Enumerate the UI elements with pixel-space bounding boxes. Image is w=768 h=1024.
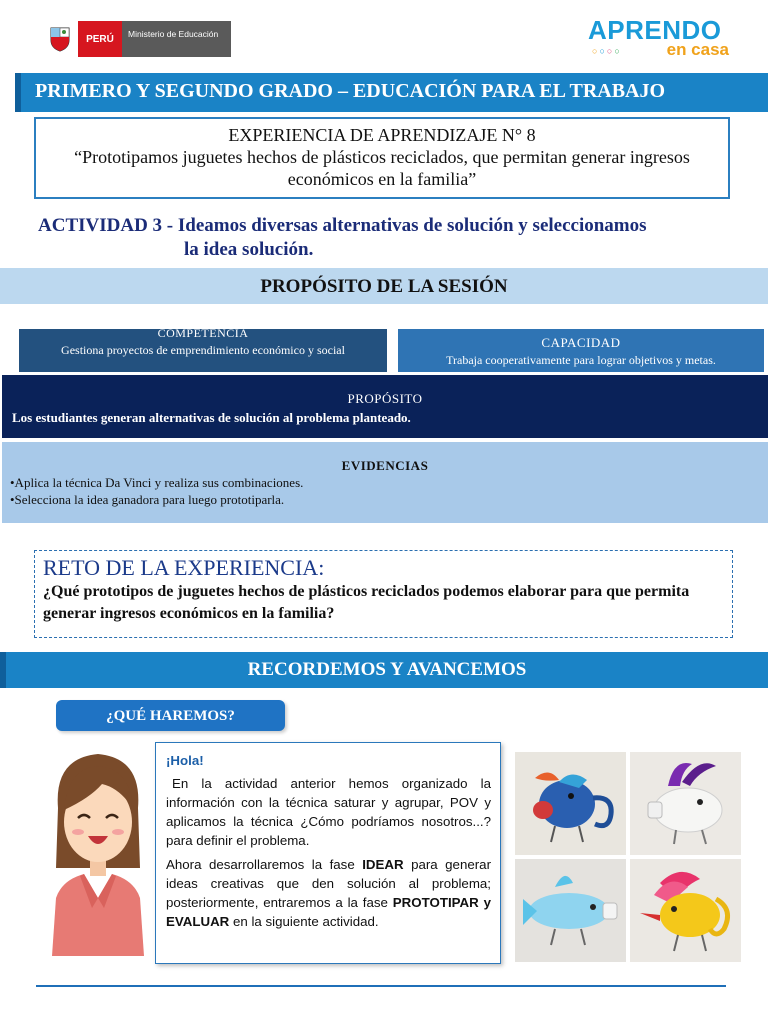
capacidad-body: Trabaja cooperativamente para lograr objetivos y metas. (446, 353, 716, 367)
activity-title (38, 214, 758, 262)
toy-photo-pig-bottle (515, 752, 626, 855)
recordemos-banner: RECORDEMOS Y AVANCEMOS (0, 652, 768, 688)
activity-text-line1: Ideamos diversas alternativas de solución y seleccionamos (177, 215, 647, 236)
capacidad-box (398, 329, 764, 372)
evidencias-heading: EVIDENCIAS (341, 458, 429, 473)
grade-title: PRIMERO Y SEGUNDO GRADO – EDUCACIÓN PARA EL TRABAJO (35, 80, 666, 102)
logo-text-en-casa: en casa (666, 40, 729, 59)
experience-subtitle: “Prototipamos juguetes hechos de plásticos reciclados, que permitan generar ingresos económicos en la familia” (74, 147, 690, 189)
evidencias-item: •Aplica la técnica Da Vinci y realiza sus combinaciones. (10, 475, 304, 490)
evidencias-item: •Selecciona la idea ganadora para luego prototiparla. (10, 492, 285, 507)
aprendo-en-casa-logo (588, 16, 733, 60)
speech-paragraph-1: En la actividad anterior hemos organizado la información con la técnica saturar y agrupar, POV y aplicamos la técnica ¿Cómo podríamos nosotros...? para definir el problema. (166, 776, 491, 848)
que-haremos-label: ¿QUÉ HAREMOS? (56, 700, 285, 731)
speech-idear: IDEAR (362, 857, 404, 872)
competencia-box (19, 329, 387, 372)
coat-of-arms-icon (42, 21, 78, 57)
proposito-body: Los estudiantes generan alternativas de solución al problema planteado. (12, 410, 411, 425)
minedu-logo (42, 21, 231, 57)
speech-paragraph-2 (166, 855, 491, 931)
reto-question: ¿Qué prototipos de juguetes hechos de plásticos reciclados podemos elaborar para que permita generar ingresos económicos en la familia? (43, 583, 690, 622)
evidencias-box (2, 442, 768, 523)
grade-banner (15, 73, 768, 112)
proposito-heading: PROPÓSITO (347, 391, 423, 406)
speech-p2-text: en la siguiente actividad. (229, 914, 379, 929)
experience-box (34, 117, 730, 199)
session-purpose-header: PROPÓSITO DE LA SESIÓN (0, 268, 768, 304)
teacher-avatar (50, 748, 146, 956)
speech-greeting: ¡Hola! (166, 753, 204, 768)
minedu-ministry-label: Ministerio de Educación (122, 21, 231, 57)
reto-heading: RETO DE LA EXPERIENCIA: (43, 555, 325, 580)
footer-divider (36, 985, 726, 987)
reto-box (34, 550, 733, 638)
competencia-body: Gestiona proyectos de emprendimiento económico y social (61, 343, 345, 357)
toy-photo-yellow-bird (630, 859, 741, 962)
speech-prototipar-evaluar: PROTOTIPAR y EVALUAR (166, 895, 491, 929)
logo-text-aprendo: APRENDO (588, 15, 722, 45)
competencia-heading: COMPETENCIA (157, 329, 249, 340)
toy-photo-blue-fish (515, 859, 626, 962)
activity-label: ACTIVIDAD 3 - (38, 215, 174, 236)
speech-box (155, 742, 501, 964)
logo-dots-icon: ○○○○ (592, 46, 622, 56)
proposito-box (2, 375, 768, 438)
toy-photo-white-fish (630, 752, 741, 855)
capacidad-heading: CAPACIDAD (541, 335, 621, 350)
toy-photo-collage (515, 752, 741, 962)
experience-title: EXPERIENCIA DE APRENDIZAJE N° 8 (228, 125, 536, 145)
speech-p2-text: Ahora desarrollaremos la fase (166, 857, 363, 872)
speech-p2-text: para generar ideas creativas que den solución al problema; posteriormente, entraremos a la fase (166, 857, 491, 910)
activity-text-line2: la idea solución. (184, 239, 314, 260)
minedu-country-label: PERÚ (78, 21, 122, 57)
